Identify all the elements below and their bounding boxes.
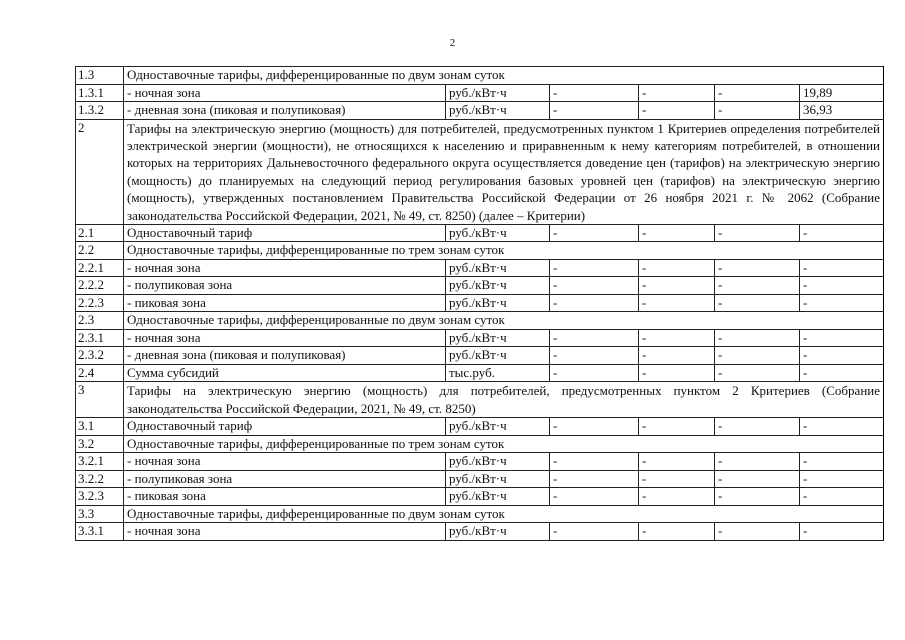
group-header-row (76, 312, 884, 330)
value-cell: - (800, 294, 884, 312)
value-cell: - (550, 294, 639, 312)
tariff-table (75, 66, 884, 541)
group-heading: Одноставочные тарифы, дифференцированные по трем зонам суток (124, 435, 884, 453)
tariff-name: Одноставочный тариф (124, 418, 446, 436)
value-cell: - (639, 277, 715, 295)
row-number: 2.2.3 (76, 294, 124, 312)
group-header-row (76, 435, 884, 453)
value-cell: - (715, 453, 800, 471)
tariff-name: - дневная зона (пиковая и полупиковая) (124, 347, 446, 365)
table-row (76, 102, 884, 120)
value-cell: - (715, 364, 800, 382)
value-cell: - (639, 259, 715, 277)
table-row (76, 277, 884, 295)
value-cell: - (639, 102, 715, 120)
table-row (76, 347, 884, 365)
value-cell: 36,93 (800, 102, 884, 120)
table-row (76, 224, 884, 242)
tariff-name: - дневная зона (пиковая и полупиковая) (124, 102, 446, 120)
group-heading: Одноставочные тарифы, дифференцированные по трем зонам суток (124, 242, 884, 260)
row-number: 1.3.2 (76, 102, 124, 120)
row-number: 3.2 (76, 435, 124, 453)
value-cell: - (550, 224, 639, 242)
value-cell: - (715, 347, 800, 365)
unit-cell: руб./кВт·ч (446, 453, 550, 471)
value-cell: - (639, 84, 715, 102)
group-header-row (76, 242, 884, 260)
value-cell: - (639, 523, 715, 541)
value-cell: - (639, 470, 715, 488)
value-cell: - (800, 364, 884, 382)
table-row (76, 294, 884, 312)
value-cell: - (715, 102, 800, 120)
group-heading: Одноставочные тарифы, дифференцированные по двум зонам суток (124, 312, 884, 330)
table-row (76, 84, 884, 102)
value-cell: - (715, 418, 800, 436)
row-number: 2.3 (76, 312, 124, 330)
table-row (76, 329, 884, 347)
value-cell: - (800, 224, 884, 242)
value-cell: - (800, 418, 884, 436)
value-cell: - (800, 523, 884, 541)
table-row (76, 453, 884, 471)
value-cell: - (550, 470, 639, 488)
row-number: 1.3 (76, 67, 124, 85)
unit-cell: руб./кВт·ч (446, 259, 550, 277)
value-cell: - (800, 347, 884, 365)
unit-cell: руб./кВт·ч (446, 488, 550, 506)
value-cell: - (800, 453, 884, 471)
page-number: 2 (449, 37, 456, 49)
value-cell: - (550, 523, 639, 541)
value-cell: - (639, 329, 715, 347)
tariff-name: - ночная зона (124, 329, 446, 347)
value-cell: - (715, 523, 800, 541)
row-number: 2.2.1 (76, 259, 124, 277)
row-number: 3.2.1 (76, 453, 124, 471)
value-cell: - (639, 224, 715, 242)
group-header-row (76, 67, 884, 85)
tariff-name: - ночная зона (124, 84, 446, 102)
value-cell: - (639, 488, 715, 506)
value-cell: - (639, 294, 715, 312)
unit-cell: руб./кВт·ч (446, 294, 550, 312)
value-cell: - (639, 347, 715, 365)
value-cell: - (639, 364, 715, 382)
value-cell: - (715, 259, 800, 277)
tariff-name: - пиковая зона (124, 488, 446, 506)
unit-cell: руб./кВт·ч (446, 523, 550, 541)
value-cell: - (800, 277, 884, 295)
row-number: 2.1 (76, 224, 124, 242)
table-row (76, 470, 884, 488)
row-number: 2.3.1 (76, 329, 124, 347)
unit-cell: руб./кВт·ч (446, 277, 550, 295)
unit-cell: руб./кВт·ч (446, 329, 550, 347)
value-cell: - (550, 347, 639, 365)
tariff-name: - полупиковая зона (124, 470, 446, 488)
value-cell: - (715, 488, 800, 506)
unit-cell: руб./кВт·ч (446, 84, 550, 102)
value-cell: - (550, 84, 639, 102)
tariff-name: - полупиковая зона (124, 277, 446, 295)
tariff-name: - пиковая зона (124, 294, 446, 312)
value-cell: - (715, 277, 800, 295)
unit-cell: руб./кВт·ч (446, 224, 550, 242)
row-number: 3 (76, 382, 124, 418)
value-cell: - (715, 470, 800, 488)
row-number: 2.3.2 (76, 347, 124, 365)
table-row (76, 259, 884, 277)
row-number: 2 (76, 119, 124, 224)
table-row (76, 418, 884, 436)
section-row (76, 119, 884, 224)
value-cell: - (800, 488, 884, 506)
group-heading: Одноставочные тарифы, дифференцированные по двум зонам суток (124, 505, 884, 523)
row-number: 2.2.2 (76, 277, 124, 295)
row-number: 3.3 (76, 505, 124, 523)
value-cell: 19,89 (800, 84, 884, 102)
tariff-name: Одноставочный тариф (124, 224, 446, 242)
value-cell: - (800, 259, 884, 277)
value-cell: - (550, 364, 639, 382)
tariff-name: - ночная зона (124, 453, 446, 471)
table-row (76, 488, 884, 506)
tariff-table-body (76, 67, 884, 541)
value-cell: - (550, 277, 639, 295)
table-row (76, 523, 884, 541)
unit-cell: руб./кВт·ч (446, 102, 550, 120)
value-cell: - (550, 488, 639, 506)
unit-cell: руб./кВт·ч (446, 470, 550, 488)
row-number: 2.2 (76, 242, 124, 260)
section-description: Тарифы на электрическую энергию (мощность) для потребителей, предусмотренных пунктом 2 Критериев (Собрание законодательства Российской Федерации, 2021, № 49, ст. 8250) (124, 382, 884, 418)
tariff-name: - ночная зона (124, 523, 446, 541)
row-number: 1.3.1 (76, 84, 124, 102)
tariff-name: Сумма субсидий (124, 364, 446, 382)
value-cell: - (639, 453, 715, 471)
row-number: 2.4 (76, 364, 124, 382)
value-cell: - (550, 259, 639, 277)
row-number: 3.2.3 (76, 488, 124, 506)
value-cell: - (550, 102, 639, 120)
value-cell: - (715, 224, 800, 242)
value-cell: - (550, 329, 639, 347)
value-cell: - (715, 294, 800, 312)
value-cell: - (550, 418, 639, 436)
row-number: 3.1 (76, 418, 124, 436)
section-row (76, 382, 884, 418)
table-row (76, 364, 884, 382)
row-number: 3.2.2 (76, 470, 124, 488)
unit-cell: руб./кВт·ч (446, 347, 550, 365)
value-cell: - (800, 329, 884, 347)
unit-cell: руб./кВт·ч (446, 418, 550, 436)
value-cell: - (715, 329, 800, 347)
value-cell: - (715, 84, 800, 102)
value-cell: - (639, 418, 715, 436)
value-cell: - (550, 453, 639, 471)
row-number: 3.3.1 (76, 523, 124, 541)
value-cell: - (800, 470, 884, 488)
group-heading: Одноставочные тарифы, дифференцированные по двум зонам суток (124, 67, 884, 85)
unit-cell: тыс.руб. (446, 364, 550, 382)
section-description: Тарифы на электрическую энергию (мощность) для потребителей, предусмотренных пунктом 1 Критериев определения потребителей электрической энергии (мощности), не относящихся к населению и приравненным к нему категориям потребителей, в отношении которых на территориях Дальневосточного федерального округа осуществляется доведение цен (тарифов) на электрическую энергию (мощность) до планируемых на следующий период регулирования базовых уровней цен (тарифов) на электрическую энергию (мощность), утвержденных постановлением Правительства Российской Федерации от 26 ноября 2021 г. № 2062 (Собрание законодательства Российской Федерации, 2021, № 49, ст. 8250) (далее – Критерии) (124, 119, 884, 224)
tariff-name: - ночная зона (124, 259, 446, 277)
group-header-row (76, 505, 884, 523)
